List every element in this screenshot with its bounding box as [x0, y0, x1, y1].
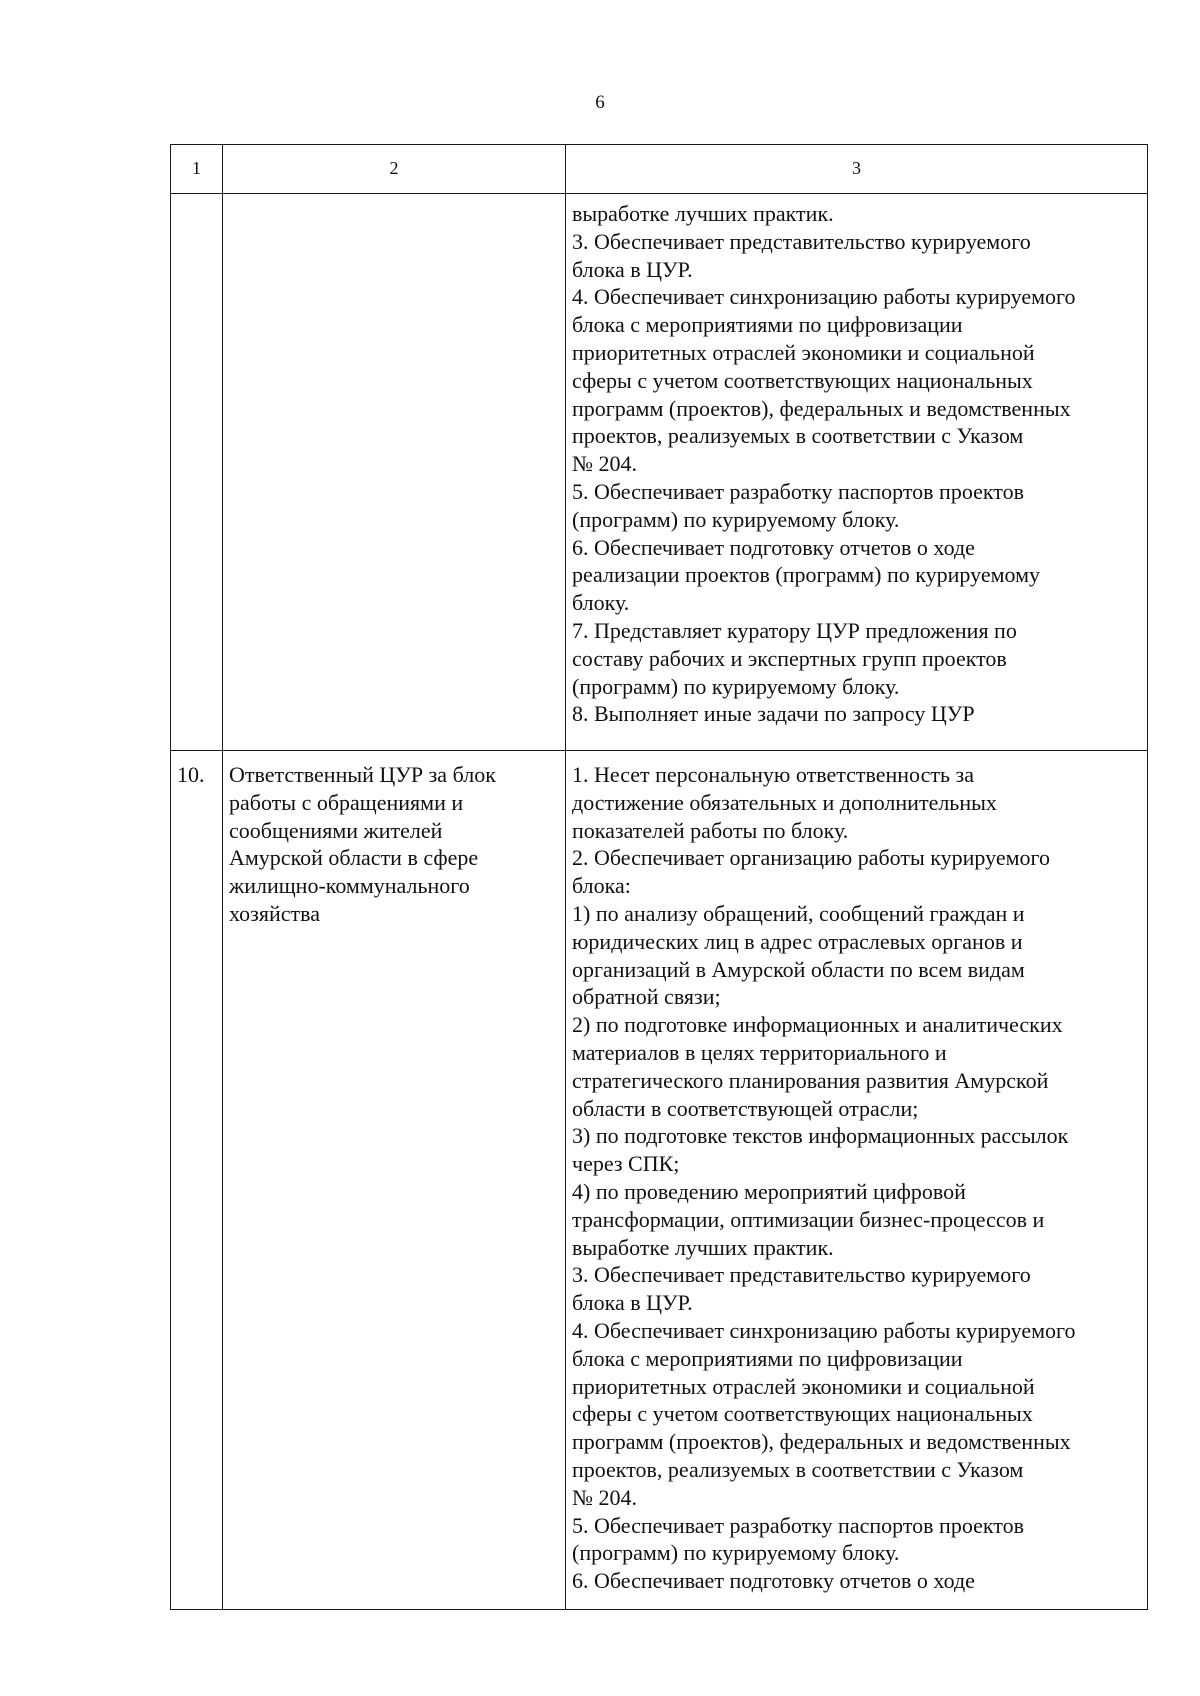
text-line: обратной связи; — [572, 984, 721, 1010]
text-line: 2) по подготовке информационных и аналитических — [572, 1012, 1063, 1038]
role-cell — [223, 194, 566, 751]
duties-cell — [566, 751, 1148, 1610]
text-line: Ответственный ЦУР за блок — [229, 762, 496, 787]
text-line: блока в ЦУР. — [572, 1290, 693, 1316]
text-line: 2. Обеспечивает организацию работы курируемого — [572, 845, 1051, 871]
text-line: (программ) по курируемому блоку. — [572, 506, 900, 532]
text-line: проектов, реализуемых в соответствии с Указом — [572, 423, 1024, 449]
text-line: блока с мероприятиями по цифровизации — [572, 1345, 963, 1371]
text-line: юридических лиц в адрес отраслевых органов и — [572, 928, 1023, 954]
text-line: жилищно-коммунального — [229, 873, 470, 899]
text-line: трансформации, оптимизации бизнес-процессов и — [572, 1206, 1045, 1232]
text-line: выработке лучших практик. — [572, 1234, 834, 1260]
text-line: показателей работы по блоку. — [572, 817, 849, 843]
table-row — [171, 751, 1148, 1610]
text-line: (программ) по курируемому блоку. — [572, 673, 900, 699]
text-line: 1) по анализу обращений, сообщений граждан и — [572, 900, 1025, 926]
text-line: 5. Обеспечивает разработку паспортов проектов — [572, 1512, 1024, 1538]
text-line: программ (проектов), федеральных и ведомственных — [572, 395, 1071, 421]
text-line: приоритетных отраслей экономики и социальной — [572, 1373, 1035, 1399]
column-header-number: 1 — [171, 145, 223, 194]
text-line: блока с мероприятиями по цифровизации — [572, 312, 963, 338]
text-line: (программ) по курируемому блоку. — [572, 1540, 900, 1566]
column-header-duties: 3 — [566, 145, 1148, 194]
row-number-cell: 10. — [171, 751, 223, 1610]
text-line: 3. Обеспечивает представительство курируемого — [572, 228, 1031, 254]
text-line: 8. Выполняет иные задачи по запросу ЦУР — [572, 701, 975, 727]
text-line: материалов в целях территориального и — [572, 1039, 947, 1065]
text-line: 1. Несет персональную ответственность за — [572, 762, 974, 787]
text-line: 5. Обеспечивает разработку паспортов проектов — [572, 478, 1024, 504]
text-line: организаций в Амурской области по всем видам — [572, 956, 1025, 982]
table-header-row — [171, 145, 1148, 194]
page-number: 6 — [595, 92, 605, 113]
text-line: сферы с учетом соответствующих национальных — [572, 367, 1033, 393]
role-cell — [223, 751, 566, 1610]
text-line: 3. Обеспечивает представительство курируемого — [572, 1262, 1031, 1288]
duties-cell — [566, 194, 1148, 751]
column-header-role: 2 — [223, 145, 566, 194]
text-line: 4) по проведению мероприятий цифровой — [572, 1178, 966, 1204]
row-number-cell — [171, 194, 223, 751]
text-line: достижение обязательных и дополнительных — [572, 789, 997, 815]
text-line: приоритетных отраслей экономики и социальной — [572, 339, 1035, 365]
text-line: блока: — [572, 873, 631, 899]
text-line: реализации проектов (программ) по курируемому — [572, 562, 1041, 588]
text-line: стратегического планирования развития Амурской — [572, 1067, 1049, 1093]
text-line: работы с обращениями и — [229, 789, 464, 815]
text-line: сообщениями жителей — [229, 817, 443, 843]
text-line: блока в ЦУР. — [572, 256, 693, 282]
text-line: хозяйства — [229, 900, 320, 926]
text-line: 4. Обеспечивает синхронизацию работы курируемого — [572, 284, 1076, 310]
text-line: № 204. — [572, 1484, 637, 1510]
text-line: 7. Представляет куратору ЦУР предложения по — [572, 617, 1017, 643]
text-line: Амурской области в сфере — [229, 845, 479, 871]
text-line: области в соответствующей отрасли; — [572, 1095, 919, 1121]
text-line: 3) по подготовке текстов информационных рассылок — [572, 1123, 1069, 1149]
responsibilities-table — [170, 144, 1148, 1610]
text-line: составу рабочих и экспертных групп проектов — [572, 645, 1007, 671]
text-line: выработке лучших практик. — [572, 201, 834, 226]
text-line: блоку. — [572, 590, 630, 616]
text-line: № 204. — [572, 451, 637, 477]
text-line: 4. Обеспечивает синхронизацию работы курируемого — [572, 1317, 1076, 1343]
text-line: через СПК; — [572, 1151, 680, 1177]
table-row — [171, 194, 1148, 751]
text-line: сферы с учетом соответствующих национальных — [572, 1401, 1033, 1427]
text-line: 6. Обеспечивает подготовку отчетов о ходе — [572, 534, 975, 560]
text-line: 6. Обеспечивает подготовку отчетов о ходе — [572, 1568, 975, 1594]
text-line: программ (проектов), федеральных и ведомственных — [572, 1429, 1071, 1455]
text-line: проектов, реализуемых в соответствии с Указом — [572, 1456, 1024, 1482]
